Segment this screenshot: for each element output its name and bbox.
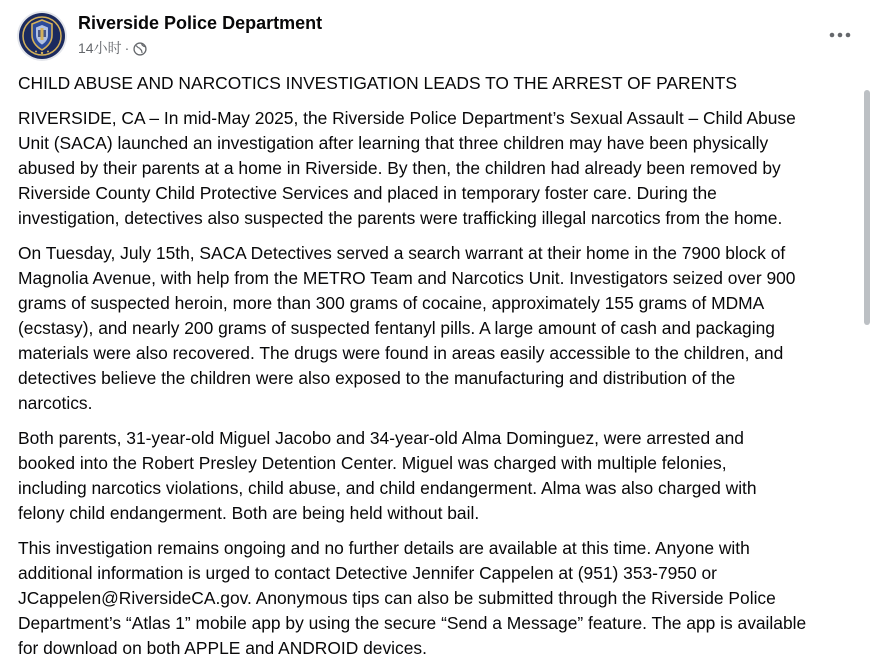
post-paragraph: Both parents, 31-year-old Miguel Jacobo and 34-year-old Alma Dominguez, were arrested and booked into the Robert Presley Detention Center. Miguel was charged with multiple felonies, including narcotics violations, child abuse, and child endangerment. Alma was also charged with felony child endangerment. Both are being held without bail.: [18, 428, 757, 523]
post-body: [18, 71, 870, 671]
post-paragraph: RIVERSIDE, CA – In mid-May 2025, the Riverside Police Department’s Sexual Assault – Child Abuse Unit (SACA) launched an investigation after learning that three children may have been physically abused by their parents at a home in Riverside. By then, the children had already been removed by Riverside County Child Protective Services and placed in temporary foster care. During the investigation, detectives also suspected the parents were trafficking illegal narcotics from the home.: [18, 108, 796, 228]
more-options-button[interactable]: [822, 17, 858, 53]
timestamp[interactable]: 14小时: [78, 40, 122, 56]
post-paragraph: This investigation remains ongoing and no further details are available at this time. Anyone with additional information is urged to contact Detective Jennifer Cappelen at (951) 353-7950 or JCappelen@RiversideCA.gov. Anonymous tips can also be submitted through the Riverside Police Department’s “Atlas 1” mobile app by using the secure “Send a Message” feature. The app is available for download on both APPLE and ANDROID devices.: [18, 538, 807, 658]
post-paragraph: On Tuesday, July 15th, SACA Detectives served a search warrant at their home in the 7900 block of Magnolia Avenue, with help from the METRO Team and Narcotics Unit. Investigators seized over 900 grams of suspected heroin, more than 300 grams of cocaine, approximately 155 grams of MDMA (ecstasy), and nearly 200 grams of suspected fentanyl pills. A large amount of cash and packaging materials were also recovered. The drugs were found in areas easily accessible to the children, and detectives believe the children were also exposed to the manufacturing and distribution of the narcotics.: [18, 243, 796, 413]
more-horizontal-icon: [829, 32, 851, 38]
globe-icon[interactable]: [133, 42, 147, 56]
post-header: [0, 0, 871, 70]
police-badge-icon: [17, 11, 67, 61]
post-meta: [78, 38, 147, 58]
meta-separator: ·: [124, 40, 130, 56]
page-name[interactable]: Riverside Police Department: [78, 13, 323, 33]
post-headline: CHILD ABUSE AND NARCOTICS INVESTIGATION LEADS TO THE ARREST OF PARENTS: [18, 73, 737, 93]
avatar[interactable]: [17, 11, 67, 61]
